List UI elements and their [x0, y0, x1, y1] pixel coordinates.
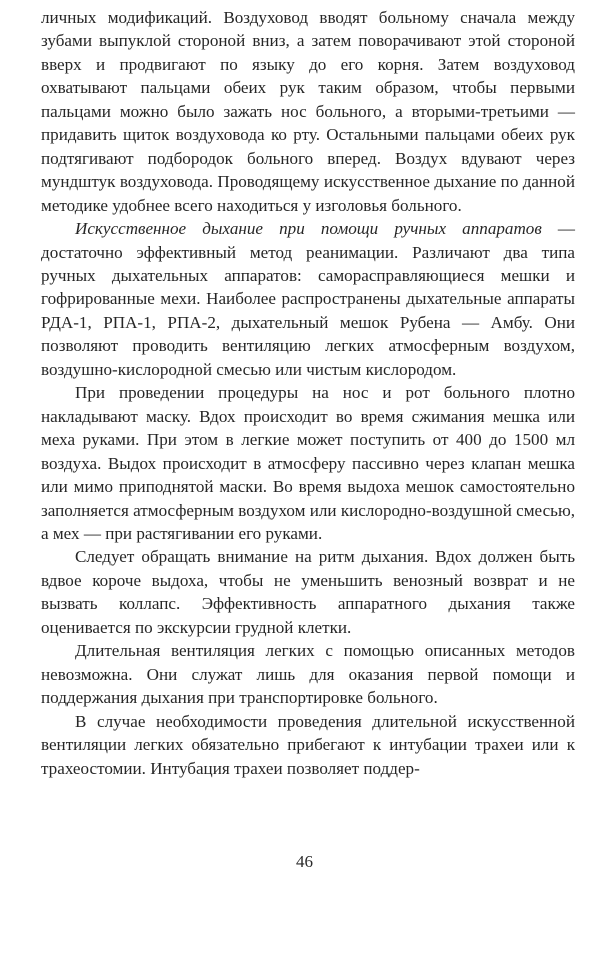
paragraph-rhythm — [41, 545, 575, 639]
page-number: 46 — [296, 852, 313, 871]
italic-term: Искусственное дыхание при помощи ручных аппаратов — [75, 219, 542, 239]
paragraph-text: При проведении процедуры на нос и рот больного плотно накладывают маску. Вдох происходит во время сжимания мешка или меха руками. При этом в легкие может поступить от 400 до 1500 мл воздуха. Выдох происходит в атмосферу пассивно через клапан мешка или мимо приподнятой маски. Во время выдоха мешок самостоятельно заполняется атмосферным воздухом или кислородно-воздушной смесью, а мех — при растягивании его руками. — [41, 383, 575, 543]
paragraph-long-ventilation — [41, 639, 575, 709]
paragraph-text: — достаточно эффективный метод реанимации. Различают два типа ручных дыхательных аппаратов: саморасправляющиеся мешки и гофрированные мехи. Наиболее распространены дыхательные аппараты РДА-1, РПА-1, РПА-2, дыхательный мешок Рубена — Амбу. Они позволяют проводить вентиляцию легких атмосферным воздухом, воздушно-кислородной смесью или чистым кислородом. — [41, 219, 575, 379]
paragraph-manual-devices — [41, 217, 575, 381]
body-text — [41, 6, 575, 780]
paragraph-airway-technique — [41, 6, 575, 217]
paragraph-text: Длительная вентиляция легких с помощью описанных методов невозможна. Они служат лишь для оказания первой помощи и поддержания дыхания при транспортировке больного. — [41, 641, 575, 708]
paragraph-procedure — [41, 381, 575, 545]
paragraph-intubation — [41, 710, 575, 780]
paragraph-text: В случае необходимости проведения длительной искусственной вентиляции легких обязательно прибегают к интубации трахеи или к трахеостомии. Интубация трахеи позволяет поддер- — [41, 711, 575, 778]
paragraph-text: личных модификаций. Воздуховод вводят больному сначала между зубами выпуклой стороной вниз, а затем поворачивают этой стороной вверх и продвигают по языку до его корня. Затем воздуховод охватывают пальцами обеих рук таким образом, чтобы первыми пальцами можно было зажать нос больного, а вторыми-третьими — придавить щиток воздуховода ко рту. Остальными пальцами обеих рук подтягивают подбородок больного вперед. Воздух вдувают через мундштук воздуховода. Проводящему искусственное дыхание по данной методике удобнее всего находиться у изголовья больного. — [41, 8, 575, 215]
paragraph-text: Следует обращать внимание на ритм дыхания. Вдох должен быть вдвое короче выдоха, чтобы не уменьшить венозный возврат и не вызвать коллапс. Эффективность аппаратного дыхания также оценивается по экскурсии грудной клетки. — [41, 547, 575, 637]
